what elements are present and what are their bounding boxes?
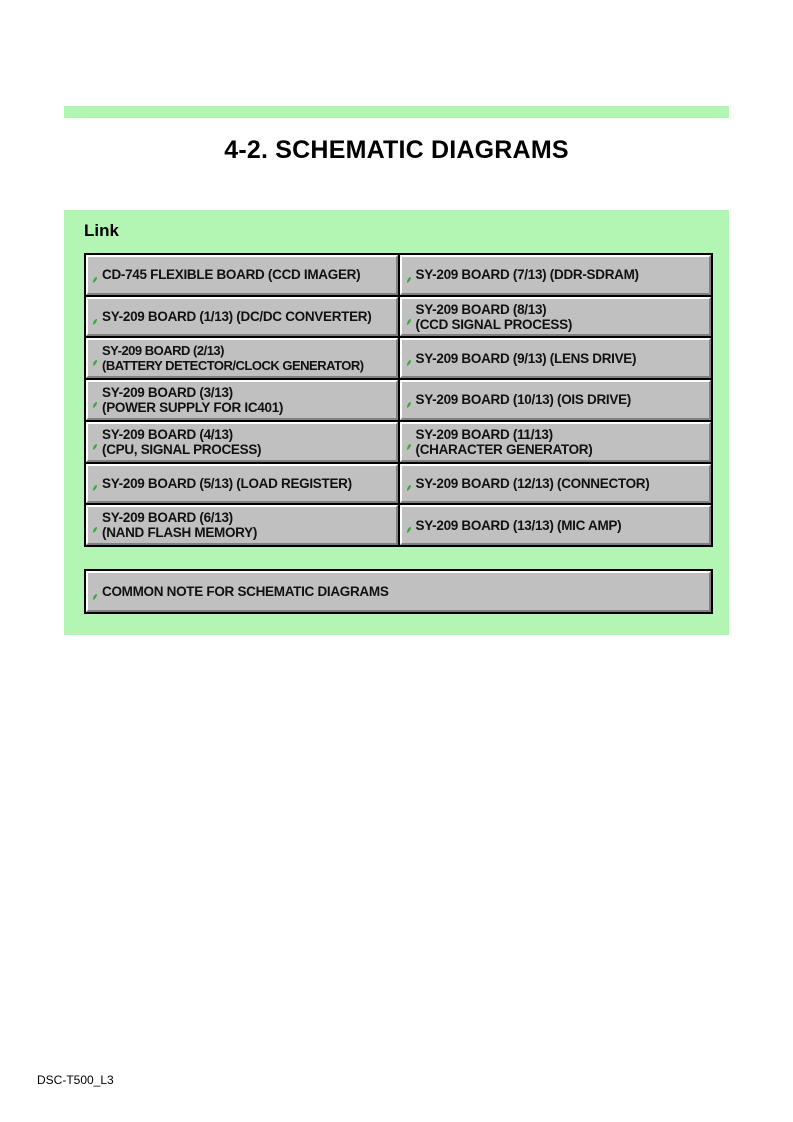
link-label: SY-209 BOARD (9/13) (LENS DRIVE)	[415, 350, 637, 366]
bullet-icon	[406, 271, 412, 279]
link-label: COMMON NOTE FOR SCHEMATIC DIAGRAMS	[102, 584, 389, 599]
link-sy209-6-nand-flash[interactable]	[86, 505, 398, 545]
link-grid	[84, 253, 713, 547]
panel-heading: Link	[84, 221, 119, 240]
link-cd745-ccd-imager[interactable]	[86, 255, 398, 295]
link-label: SY-209 BOARD (13/13) (MIC AMP)	[415, 517, 622, 533]
link-label: SY-209 BOARD (12/13) (CONNECTOR)	[415, 475, 650, 491]
bullet-icon	[406, 354, 412, 362]
page-title: 4-2. SCHEMATIC DIAGRAMS	[224, 136, 569, 164]
link-sy209-8-ccd-signal-process[interactable]	[400, 297, 712, 337]
link-sy209-7-ddr-sdram[interactable]	[400, 255, 712, 295]
bullet-icon	[92, 588, 98, 596]
common-note-box	[84, 569, 713, 614]
bullet-icon	[92, 271, 98, 279]
link-sy209-10-ois-drive[interactable]	[400, 380, 712, 420]
bullet-icon	[92, 438, 98, 446]
link-sy209-2-battery-detector[interactable]	[86, 338, 398, 378]
link-sy209-11-character-generator[interactable]	[400, 422, 712, 462]
link-panel	[64, 210, 729, 635]
link-label: SY-209 BOARD (10/13) (OIS DRIVE)	[415, 392, 631, 408]
link-sy209-12-connector[interactable]	[400, 464, 712, 504]
link-label: SY-209 BOARD (5/13) (LOAD REGISTER)	[102, 475, 352, 491]
link-label: SY-209 BOARD (3/13) (POWER SUPPLY FOR IC401)	[102, 384, 284, 415]
link-sy209-3-power-supply[interactable]	[86, 380, 398, 420]
link-label: SY-209 BOARD (1/13) (DC/DC CONVERTER)	[102, 309, 372, 325]
link-label: SY-209 BOARD (6/13) (NAND FLASH MEMORY)	[102, 510, 258, 541]
link-label: SY-209 BOARD (7/13) (DDR-SDRAM)	[415, 267, 639, 283]
link-label: SY-209 BOARD (2/13) (BATTERY DETECTOR/CLOCK GENERATOR)	[102, 343, 364, 374]
bullet-icon	[406, 521, 412, 529]
footer-model-code: DSC-T500_L3	[37, 1073, 114, 1087]
link-sy209-9-lens-drive[interactable]	[400, 338, 712, 378]
link-sy209-5-load-register[interactable]	[86, 464, 398, 504]
link-sy209-1-dcdc-converter[interactable]	[86, 297, 398, 337]
bullet-icon	[406, 438, 412, 446]
bullet-icon	[92, 479, 98, 487]
link-label: SY-209 BOARD (8/13) (CCD SIGNAL PROCESS)	[415, 301, 573, 332]
link-sy209-4-cpu-signal-process[interactable]	[86, 422, 398, 462]
bullet-icon	[92, 313, 98, 321]
bullet-icon	[406, 313, 412, 321]
link-label: SY-209 BOARD (11/13) (CHARACTER GENERATOR)	[415, 426, 593, 457]
bullet-icon	[406, 396, 412, 404]
link-sy209-13-mic-amp[interactable]	[400, 505, 712, 545]
bullet-icon	[92, 396, 98, 404]
link-common-note[interactable]	[86, 571, 711, 612]
bullet-icon	[92, 354, 98, 362]
bullet-icon	[406, 479, 412, 487]
bullet-icon	[92, 521, 98, 529]
link-label: CD-745 FLEXIBLE BOARD (CCD IMAGER)	[102, 267, 361, 283]
link-label: SY-209 BOARD (4/13) (CPU, SIGNAL PROCESS)	[102, 426, 262, 457]
top-green-bar	[64, 106, 729, 118]
